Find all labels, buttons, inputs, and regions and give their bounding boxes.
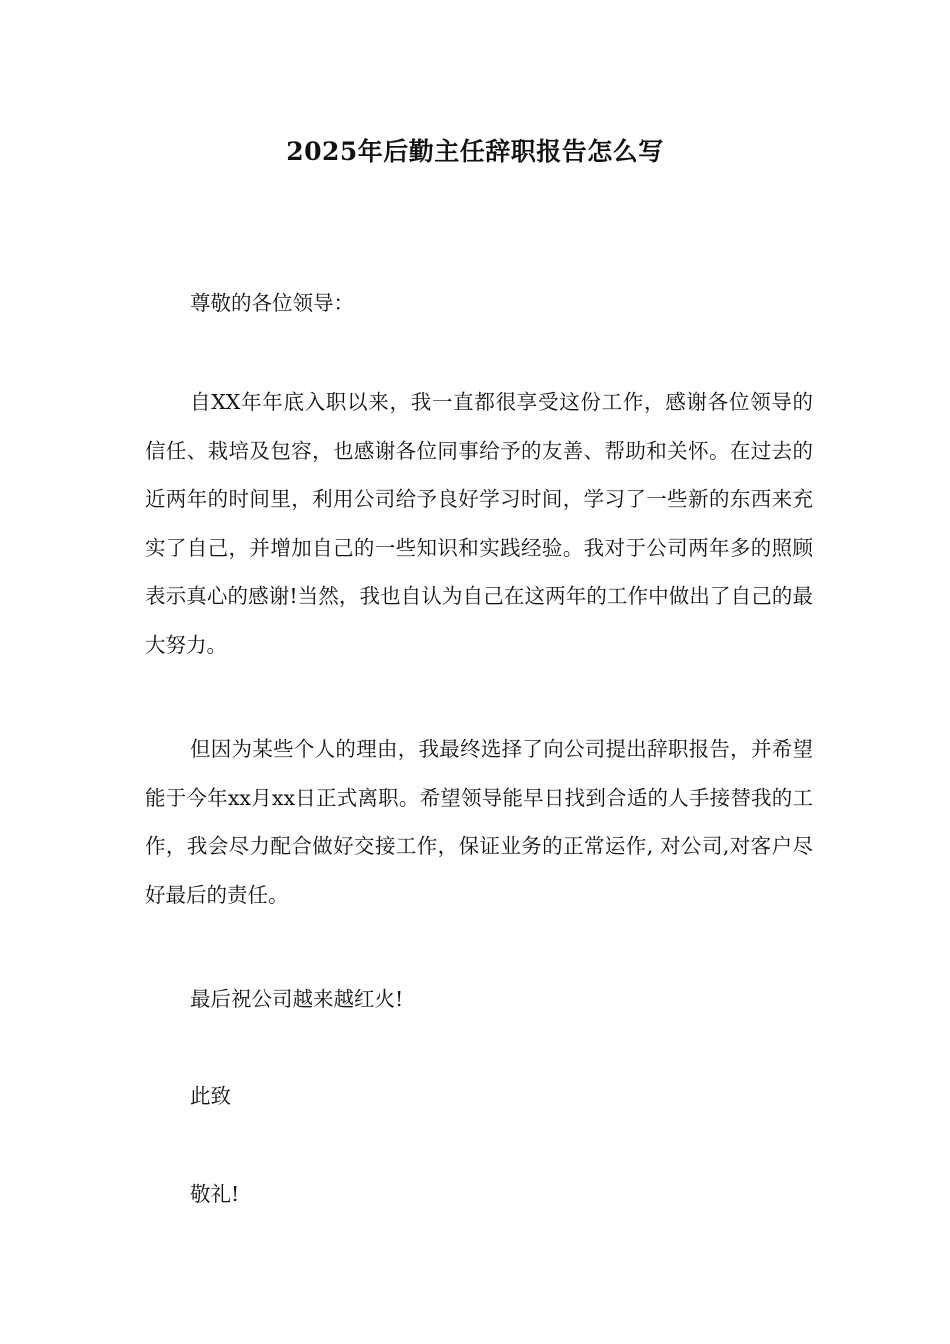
body-paragraph-2: 但因为某些个人的理由，我最终选择了向公司提出辞职报告，并希望能于今年xx月xx日正式离职。希望领导能早日找到合适的人手接替我的工作，我会尽力配合做好交接工作，保证业务的正常运作, 对公司,对客户尽好最后的责任。 bbox=[145, 737, 813, 907]
salutation: 尊敬的各位领导： bbox=[190, 291, 354, 315]
body-paragraph-1: 自XX年年底入职以来，我一直都很享受这份工作，感谢各位领导的信任、栽培及包容，也感谢各位同事给予的友善、帮助和关怀。在过去的近两年的时间里，利用公司给予良好学习时间，学习了一些新的东西来充实了自己，并增加自己的一些知识和实践经验。我对于公司两年多的照顾表示真心的感谢!当然，我也自认为自己在这两年的工作中做出了自己的最大努力。 bbox=[145, 390, 813, 657]
closing-wish: 最后祝公司越来越红火! bbox=[190, 987, 404, 1011]
closing-jingli: 敬礼! bbox=[190, 1182, 240, 1206]
closing-cizhi: 此致 bbox=[190, 1084, 231, 1108]
document-title: 2025年后勤主任辞职报告怎么写 bbox=[286, 137, 664, 166]
